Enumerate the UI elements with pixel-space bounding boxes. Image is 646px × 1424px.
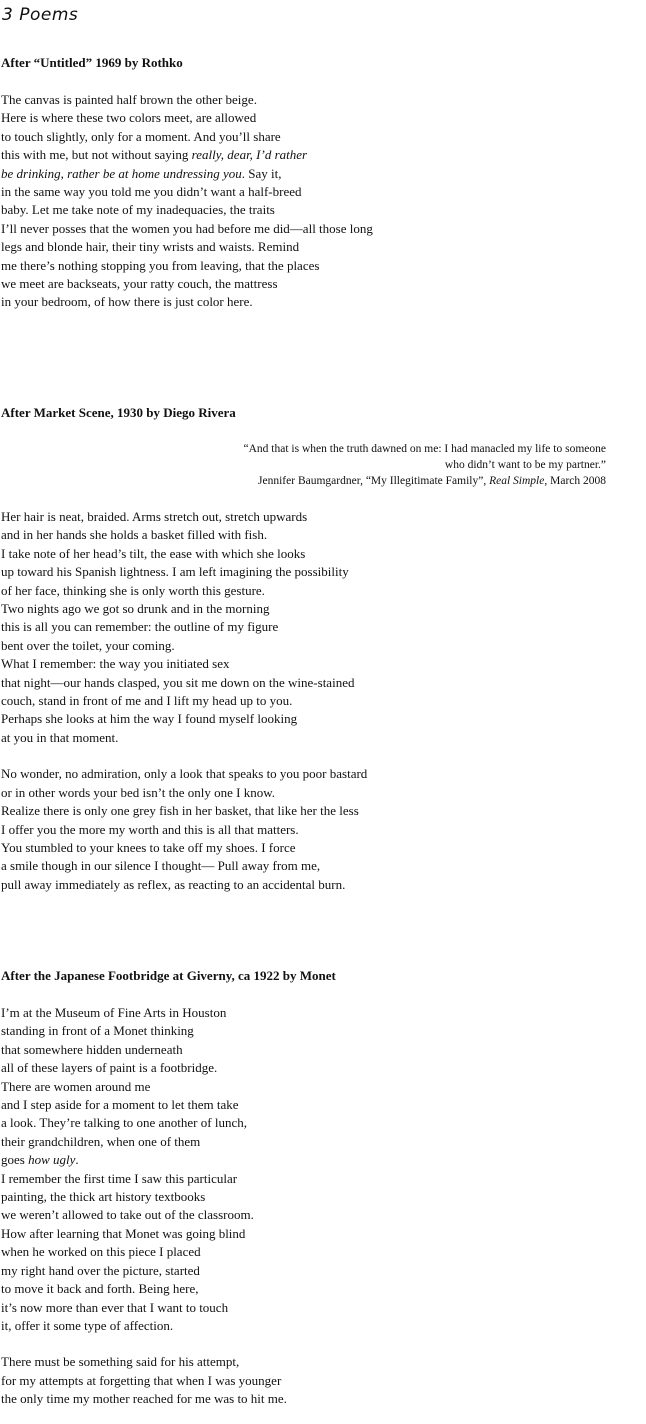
epigraph xyxy=(1,441,641,489)
poem-line: at you in that moment. xyxy=(1,729,119,745)
poem-rothko xyxy=(1,54,641,312)
poem-line: How after learning that Monet was going blind xyxy=(1,1225,246,1241)
poem-line: that night—our hands clasped, you sit me down on the wine-stained xyxy=(1,674,355,690)
poem-line: I’ll never posses that the women you had before me did—all those long xyxy=(1,220,373,236)
poem-line: my right hand over the picture, started xyxy=(1,1262,200,1278)
poem-line: for my attempts at forgetting that when I was younger xyxy=(1,1372,282,1388)
page-title: 3 Poems xyxy=(2,5,79,25)
poem-line: painting, the thick art history textbooks xyxy=(1,1189,206,1205)
poem-line: me there’s nothing stopping you from leaving, that the places xyxy=(1,257,320,273)
poem-line: to move it back and forth. Being here, xyxy=(1,1281,199,1297)
poem-line: we meet are backseats, your ratty couch, the mattress xyxy=(1,276,278,292)
poem-line: I remember the first time I saw this particular xyxy=(1,1170,238,1186)
poem-title: After Market Scene, 1930 by Diego Rivera xyxy=(1,405,236,420)
poem-rivera xyxy=(1,404,641,894)
poem-stanza xyxy=(1,508,641,747)
poem-line: You stumbled to your knees to take off my shoes. I force xyxy=(1,839,296,855)
poem-line: Realize there is only one grey fish in her basket, that like her the less xyxy=(1,803,359,819)
poem-line: goes how ugly. xyxy=(1,1152,79,1168)
poem-line: Perhaps she looks at him the way I found myself looking xyxy=(1,711,298,727)
poem-line: this with me, but not without saying really, dear, I’d rather xyxy=(1,147,308,163)
poem-line: The canvas is painted half brown the other beige. xyxy=(1,92,257,107)
poem-stanza xyxy=(1,91,641,312)
poem-line: it’s now more than ever that I want to touch xyxy=(1,1299,229,1315)
poem-line: and I step aside for a moment to let them take xyxy=(1,1097,239,1113)
poem-title: After “Untitled” 1969 by Rothko xyxy=(1,55,183,70)
poem-line: bent over the toilet, your coming. xyxy=(1,637,175,653)
poem-line: it, offer it some type of affection. xyxy=(1,1317,174,1333)
poem-line: There must be something said for his attempt, xyxy=(1,1354,240,1370)
poem-line: Here is where these two colors meet, are allowed xyxy=(1,110,257,126)
poem-line: when he worked on this piece I placed xyxy=(1,1244,201,1260)
poem-line: that somewhere hidden underneath xyxy=(1,1041,183,1057)
poem-line: to touch slightly, only for a moment. And you’ll share xyxy=(1,128,281,144)
poem-line: What I remember: the way you initiated sex xyxy=(1,656,230,672)
italic-phrase: really, dear, I’d rather xyxy=(191,147,308,163)
poem-line: Two nights ago we got so drunk and in the morning xyxy=(1,601,270,617)
poem-stanza xyxy=(1,765,641,894)
poem-line: this is all you can remember: the outline of my figure xyxy=(1,619,279,635)
poem-line: in your bedroom, of how there is just color here. xyxy=(1,294,253,310)
poem-line: legs and blonde hair, their tiny wrists and waists. Remind xyxy=(1,239,300,255)
poem-line: I’m at the Museum of Fine Arts in Houston xyxy=(1,1005,227,1020)
poem-stanza xyxy=(1,1004,641,1335)
poem-line: and in her hands she holds a basket filled with fish. xyxy=(1,527,268,543)
poem-line: pull away immediately as reflex, as reacting to an accidental burn. xyxy=(1,876,346,892)
epigraph-line: “And that is when the truth dawned on me: I had manacled my life to someone xyxy=(243,443,606,455)
poem-line: in the same way you told me you didn’t want a half-breed xyxy=(1,184,302,200)
poem-line: couch, stand in front of me and I lift my head up to you. xyxy=(1,693,293,709)
poem-title: After the Japanese Footbridge at Giverny, ca 1922 by Monet xyxy=(1,968,336,983)
poem-line: Her hair is neat, braided. Arms stretch out, stretch upwards xyxy=(1,509,308,524)
poem-monet xyxy=(1,967,641,1409)
poem-line: up toward his Spanish lightness. I am left imagining the possibility xyxy=(1,564,349,580)
poem-stanza xyxy=(1,1353,641,1408)
poem-line: their grandchildren, when one of them xyxy=(1,1133,201,1149)
poem-line: I take note of her head’s tilt, the ease with which she looks xyxy=(1,545,306,561)
epigraph-line: who didn’t want to be my partner.” xyxy=(444,459,606,471)
poem-line: No wonder, no admiration, only a look that speaks to you poor bastard xyxy=(1,766,368,782)
poem-line: be drinking, rather be at home undressing you. Say it, xyxy=(1,165,282,181)
italic-phrase: be drinking, rather be at home undressing you xyxy=(1,165,242,181)
poem-line: I offer you the more my worth and this is all that matters. xyxy=(1,821,299,837)
poem-line: we weren’t allowed to take out of the classroom. xyxy=(1,1207,254,1223)
poem-line: or in other words your bed isn’t the only one I know. xyxy=(1,784,276,800)
poem-line: all of these layers of paint is a footbridge. xyxy=(1,1060,218,1076)
poem-line: standing in front of a Monet thinking xyxy=(1,1023,194,1039)
poem-line: the only time my mother reached for me was to hit me. xyxy=(1,1391,287,1407)
poem-line: of her face, thinking she is only worth this gesture. xyxy=(1,582,265,598)
epigraph-attribution: Jennifer Baumgardner, “My Illegitimate Family”, Real Simple, March 2008 xyxy=(258,475,606,487)
poem-line: a look. They’re talking to one another of lunch, xyxy=(1,1115,247,1131)
poem-line: a smile though in our silence I thought— Pull away from me, xyxy=(1,858,321,874)
poem-line: baby. Let me take note of my inadequacies, the traits xyxy=(1,202,275,218)
poem-line: There are women around me xyxy=(1,1078,151,1094)
italic-phrase: how ugly xyxy=(28,1152,76,1168)
italic-phrase: Real Simple xyxy=(489,475,545,487)
